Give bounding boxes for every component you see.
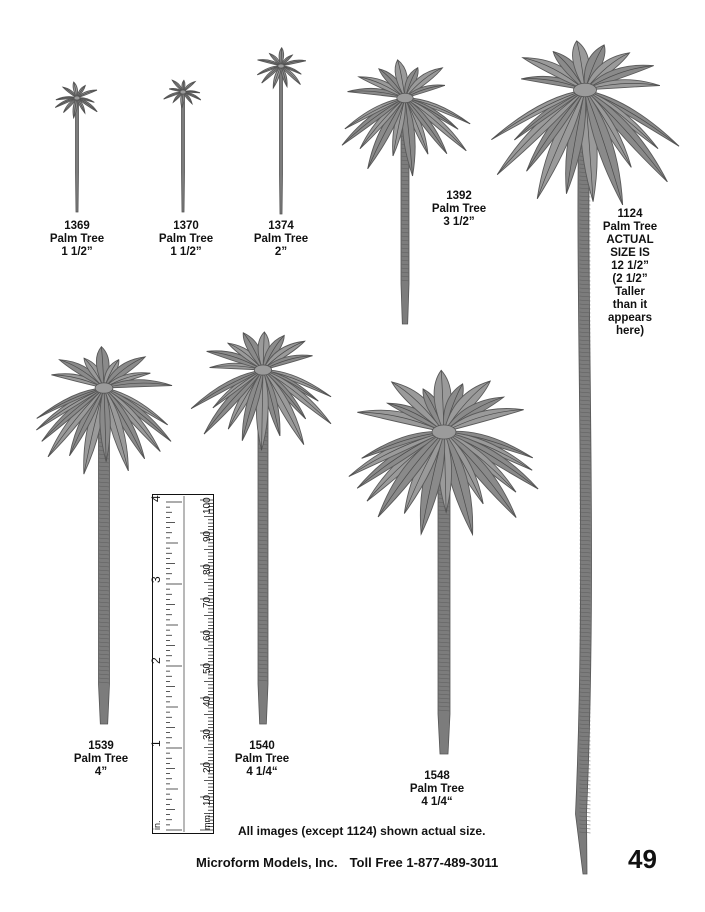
product-caption-1540 — [222, 740, 302, 779]
company-name: Microform Models, Inc. — [196, 855, 338, 870]
product-name: Palm Tree — [253, 233, 309, 245]
ruler-mm-label-40: 40 — [202, 695, 213, 707]
product-note: (2 1/2” — [612, 273, 648, 285]
ruler-mm-label-20: 20 — [202, 761, 213, 773]
ruler-inch-unit: in. — [152, 820, 162, 830]
ruler-mm-label-100: 100 — [202, 497, 213, 514]
toll-free-phone: Toll Free 1-877-489-3011 — [349, 855, 499, 870]
product-name: Palm Tree — [409, 783, 465, 795]
product-name: Palm Tree — [73, 753, 129, 765]
palm-tree-image-1370 — [157, 72, 209, 214]
ruler-inch-label-4: 4 — [149, 495, 163, 502]
palm-tree-image-1548 — [338, 338, 550, 756]
product-code: 1369 — [64, 220, 90, 232]
product-code: 1374 — [268, 220, 294, 232]
product-name: Palm Tree — [158, 233, 214, 245]
ruler-mm-label-80: 80 — [202, 563, 213, 575]
product-caption-1374 — [241, 220, 321, 259]
product-code: 1124 — [617, 208, 643, 220]
product-note: ACTUAL — [606, 234, 654, 246]
product-name: Palm Tree — [234, 753, 290, 765]
measuring-ruler — [149, 494, 214, 834]
product-code: 1540 — [249, 740, 275, 752]
product-size: 4 1/4“ — [421, 796, 453, 808]
ruler-mm-label-70: 70 — [202, 596, 213, 608]
product-note: SIZE IS — [610, 247, 650, 259]
product-size: 4 1/4“ — [246, 766, 278, 778]
company-footer — [196, 855, 498, 870]
product-code: 1548 — [424, 770, 450, 782]
actual-size-note: All images (except 1124) shown actual size. — [238, 824, 486, 838]
product-caption-1124 — [590, 208, 670, 338]
ruler-mm-label-30: 30 — [202, 728, 213, 740]
ruler-mm-unit: mm. — [202, 812, 212, 830]
palm-tree-image-1392 — [331, 34, 479, 326]
ruler-mm-label-50: 50 — [202, 662, 213, 674]
product-name: Palm Tree — [602, 221, 658, 233]
product-code: 1392 — [446, 190, 472, 202]
product-caption-1548 — [397, 770, 477, 809]
product-size: 2” — [274, 246, 288, 258]
ruler-mm-label-10: 10 — [202, 794, 213, 806]
product-caption-1370 — [146, 220, 226, 259]
product-note: than it — [612, 299, 648, 311]
product-note: 12 1/2” — [611, 260, 649, 272]
product-size: 1 1/2” — [170, 246, 202, 258]
product-caption-1539 — [61, 740, 141, 779]
product-caption-1392 — [419, 190, 499, 229]
ruler-inch-label-1: 1 — [149, 740, 163, 747]
product-note: Taller — [615, 286, 645, 298]
product-size: 1 1/2” — [61, 246, 93, 258]
ruler-mm-label-60: 60 — [202, 629, 213, 641]
product-name: Palm Tree — [49, 233, 105, 245]
product-code: 1539 — [88, 740, 114, 752]
ruler-mm-label-90: 90 — [202, 530, 213, 542]
product-size: 3 1/2” — [443, 216, 475, 228]
palm-tree-image-1374 — [248, 34, 314, 216]
product-size: 4” — [94, 766, 108, 778]
product-name: Palm Tree — [431, 203, 487, 215]
palm-tree-image-1369 — [47, 76, 107, 214]
product-note: appears — [607, 312, 653, 324]
ruler-inch-label-2: 2 — [149, 657, 163, 664]
product-code: 1370 — [173, 220, 199, 232]
product-note: here) — [615, 325, 645, 337]
ruler-inch-label-3: 3 — [149, 576, 163, 583]
page-number: 49 — [628, 844, 657, 874]
product-caption-1369 — [37, 220, 117, 259]
